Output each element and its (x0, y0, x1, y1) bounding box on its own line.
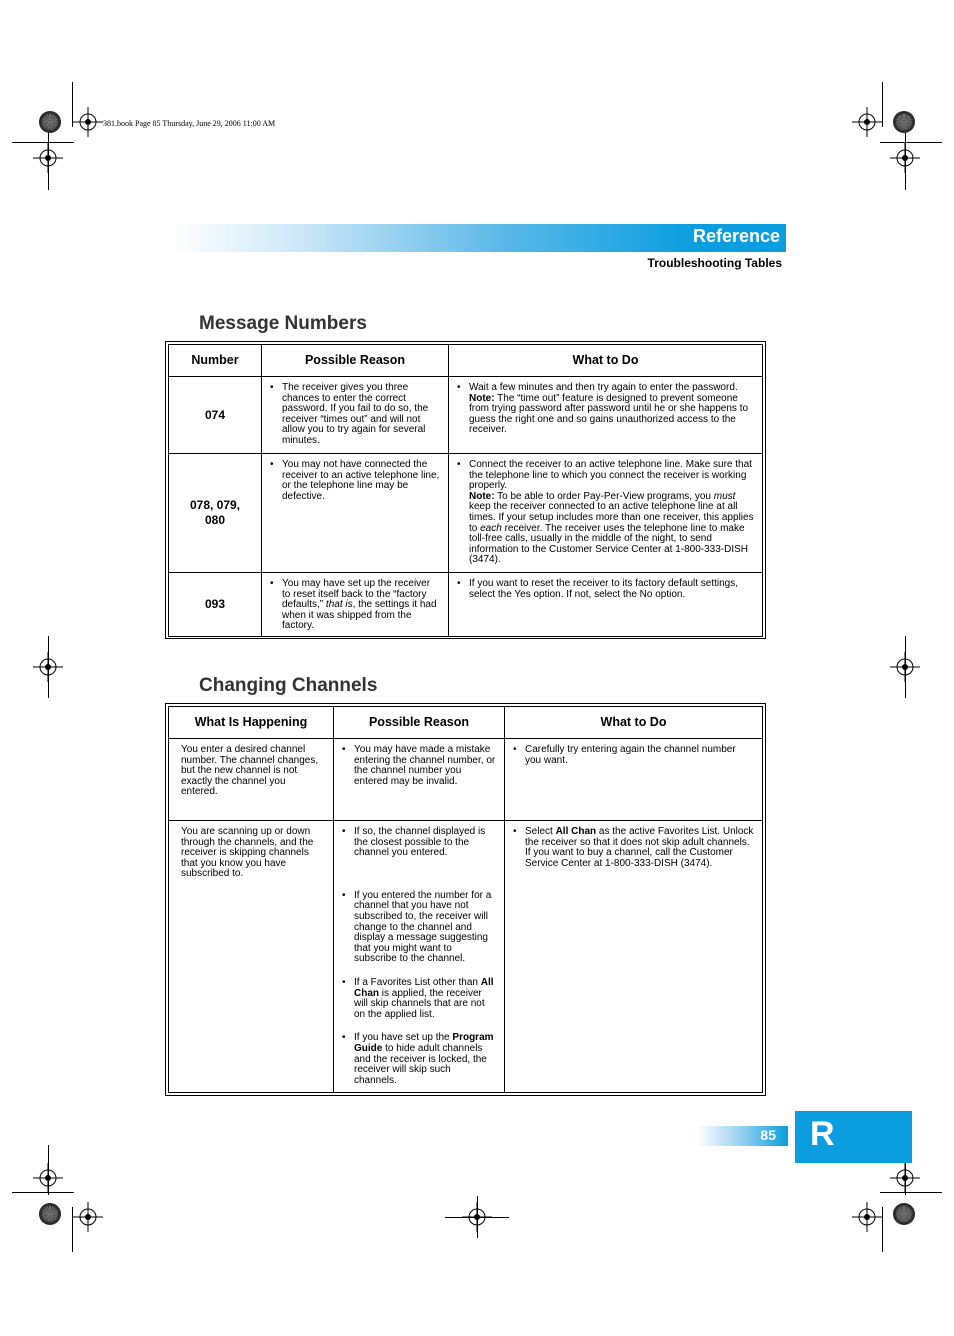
page-number: 85 (760, 1127, 776, 1143)
message-number: 074 (169, 377, 262, 454)
registration-mark-icon (73, 1202, 103, 1232)
registration-ball-icon (893, 1203, 915, 1225)
changing-channels-table (165, 703, 766, 1096)
reason-item: • If you have set up the Program Guide to hide adult channels and the receiver is locked, the receiver will skip such channels. (340, 1033, 496, 1086)
column-header-possible-reason: Possible Reason (334, 707, 505, 739)
header-band (170, 224, 786, 252)
happening-text: You enter a desired channel number. The channel changes, but the new channel is not exactly the channel you entered. (169, 739, 334, 821)
registration-mark-icon (852, 107, 882, 137)
message-number: 093 (169, 573, 262, 637)
table-row (169, 739, 763, 821)
message-numbers-table (165, 341, 766, 639)
column-header-possible-reason: Possible Reason (262, 345, 449, 377)
registration-mark-icon (890, 1163, 920, 1193)
column-header-what-is-happening: What Is Happening (169, 707, 334, 739)
reason-item: • You may have made a mistake entering the channel number, or the channel number you entered may be invalid. (340, 745, 496, 787)
changing-channels-heading: Changing Channels (199, 675, 378, 696)
table-row (169, 454, 763, 573)
registration-mark-icon (890, 143, 920, 173)
action-item: • Wait a few minutes and then try again to enter the password. Note: The “time out” feature is designed to prevent someone from trying password after password until he or she happens to guess the right one and so gains unauthorized access to the receiver. (455, 383, 754, 436)
action-item: • Carefully try entering again the channel number you want. (511, 745, 754, 766)
chapter-tab (795, 1111, 912, 1163)
registration-mark-icon (33, 652, 63, 682)
registration-mark-icon (33, 1163, 63, 1193)
registration-ball-icon (893, 111, 915, 133)
reason-item: • If a Favorites List other than All Chan is applied, the receiver will skip channels that are not on the applied list. (340, 978, 496, 1020)
note-label: Note: (469, 392, 495, 404)
reason-item: • If so, the channel displayed is the closest possible to the channel you entered. (340, 827, 496, 859)
registration-mark-icon (73, 107, 103, 137)
chapter-tab-letter: R (810, 1115, 835, 1153)
page-section-title: Reference (692, 226, 780, 246)
action-item: • Connect the receiver to an active telephone line. Make sure that the telephone line to which you connect the receiver is working properly. Note: To be able to order Pay-Per-View programs, you must keep the receiver connected to an active telephone line at all times. If your setup includes more than one receiver, this applies to each receiver. The receiver uses the telephone line to make toll-free calls, usually in the middle of the night, to send information to the Customer Service Center at 1-800-333-DISH (3474). (455, 460, 754, 566)
reason-item: • If you entered the number for a channel that you have not subscribed to, the receiver will change to the channel and display a message suggesting that you might want to subscribe to the channel. (340, 891, 496, 965)
column-header-number: Number (169, 345, 262, 377)
reason-item: • You may have set up the receiver to reset itself back to the “factory defaults,” that is, the settings it had when it was shipped from the factory. (268, 579, 440, 632)
reason-item: • The receiver gives you three chances to enter the correct password. If you fail to do so, the receiver “times out” and will not allow you to try again for several minutes. (268, 383, 440, 447)
registration-ball-icon (39, 111, 61, 133)
message-numbers-heading: Message Numbers (199, 313, 367, 334)
registration-mark-icon (462, 1202, 492, 1232)
registration-ball-icon (39, 1203, 61, 1225)
registration-mark-icon (33, 143, 63, 173)
table-row (169, 821, 763, 1093)
note-label: Note: (469, 490, 495, 502)
column-header-what-to-do: What to Do (505, 707, 763, 739)
table-row (169, 377, 763, 454)
action-item: • If you want to reset the receiver to its factory default settings, select the Yes option. If not, select the No option. (455, 579, 754, 600)
column-header-what-to-do: What to Do (449, 345, 763, 377)
page-number-band (697, 1126, 788, 1146)
page-subtitle: Troubleshooting Tables (647, 256, 782, 270)
registration-mark-icon (890, 652, 920, 682)
message-number: 078, 079, 080 (169, 454, 262, 573)
table-row (169, 573, 763, 637)
print-slug: 381.book Page 85 Thursday, June 29, 2006 11:00 AM (103, 119, 276, 128)
reason-item: • You may not have connected the receiver to an active telephone line, or the telephone line may be defective. (268, 460, 440, 502)
happening-text: You are scanning up or down through the channels, and the receiver is skipping channels that you know you have subscribed to. (169, 821, 334, 1093)
action-item: • Select All Chan as the active Favorites List. Unlock the receiver so that it does not skip adult channels. If you want to buy a channel, call the Customer Service Center at 1-800-333-DISH (3474). (511, 827, 754, 869)
registration-mark-icon (852, 1202, 882, 1232)
